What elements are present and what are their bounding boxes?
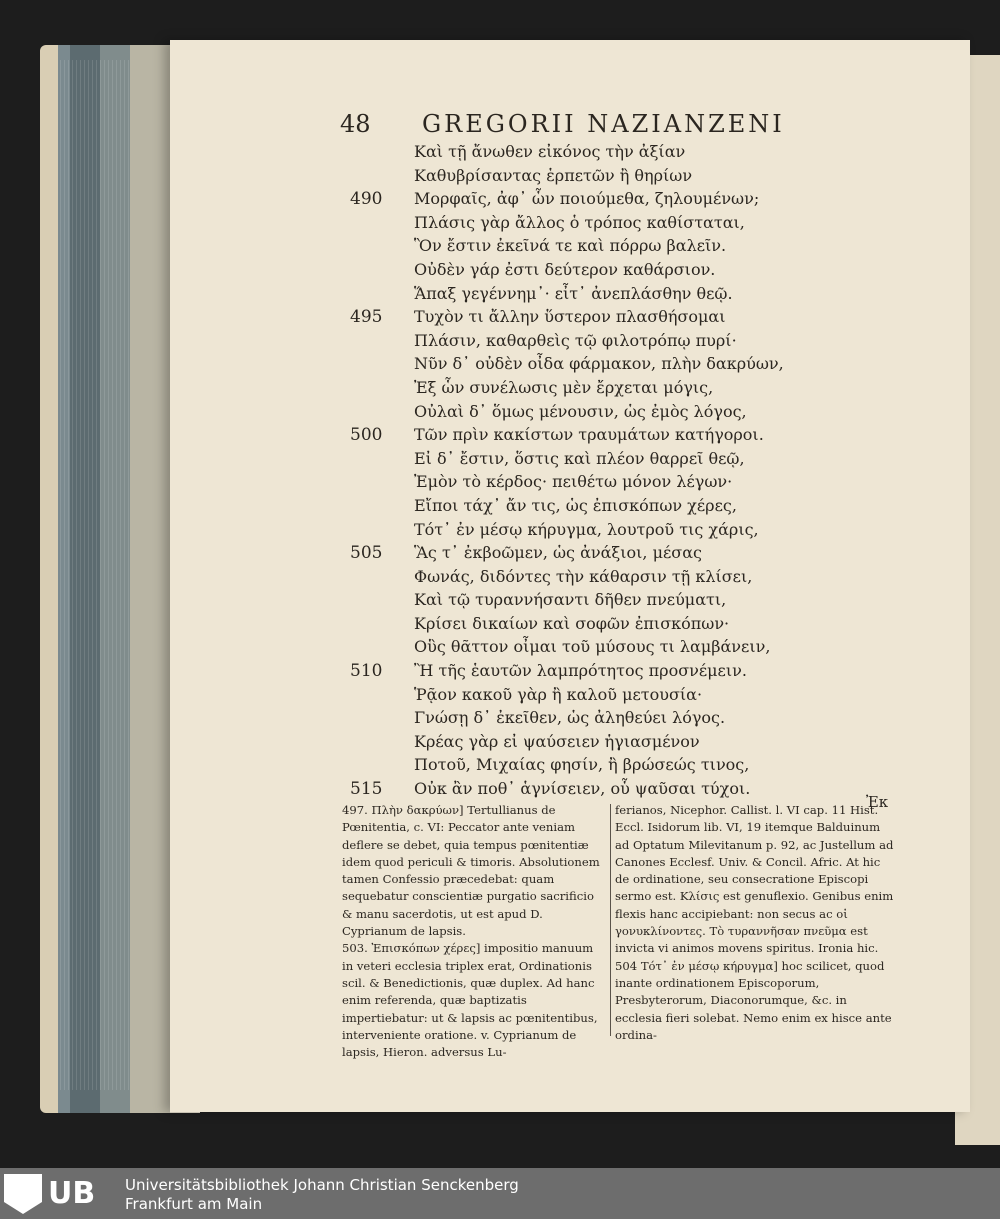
verse-line: [350, 732, 820, 756]
verse-text: Εἴποι τάχ᾽ ἄν τις, ὡς ἐπισκόπων χέρες,: [414, 495, 737, 515]
verse-line: [350, 166, 820, 190]
verse-text: Οὐλαὶ δ᾽ ὅμως μένουσιν, ὡς ἐμὸς λόγος,: [414, 401, 747, 421]
verse-line: [350, 449, 820, 473]
footnotes: [342, 802, 897, 1060]
footnote-paragraph: 497. Πλὴν δακρύων] Tertullianus de Pœnitentia, c. VI: Peccator ante veniam deflere se debet, quia tempus pœnitentiæ idem quod periculi & timoris. Absolutionem tamen Confessio præcedebat: quam sequebatur conscientiæ purgatio sacrificio & manu sacerdotis, ut est apud D. Cyprianum de lapsis.: [342, 803, 600, 939]
verse-text: Ἅπαξ γεγέννημ᾽· εἶτ᾽ ἀνεπλάσθην θεῷ.: [414, 283, 733, 303]
page-number: 48: [340, 110, 371, 138]
verse-line: [350, 236, 820, 260]
verse-line: [350, 779, 820, 803]
library-logo: [4, 1174, 116, 1214]
verse-line: [350, 307, 820, 331]
verse-line: [350, 189, 820, 213]
verse-text: Ἃς τ᾽ ἐκβοῶμεν, ὡς ἀνάξιοι, μέσας: [414, 543, 702, 563]
institution-name: Universitätsbibliothek Johann Christian Senckenberg: [125, 1176, 519, 1194]
verse-line: [350, 755, 820, 779]
verse-line: [350, 496, 820, 520]
verse-line: [350, 637, 820, 661]
verse-text: Νῦν δ᾽ οὐδὲν οἶδα φάρμακον, πλὴν δακρύων,: [414, 354, 784, 374]
verse-text: Οὐδὲν γάρ ἐστι δεύτερον καθάρσιον.: [414, 259, 716, 279]
footnotes-right-column: [615, 802, 897, 1044]
verse-text: Ὃν ἔστιν ἐκεῖνά τε καὶ πόρρω βαλεῖν.: [414, 236, 727, 256]
verse-line: [350, 661, 820, 685]
verse-line: [350, 543, 820, 567]
logo-text: UB: [48, 1176, 96, 1211]
verse-line: [350, 520, 820, 544]
verse-text: Γνώσῃ δ᾽ ἐκεῖθεν, ὡς ἀληθεύει λόγος.: [414, 708, 726, 728]
verse-text: Φωνάς, διδόντες τὴν κάθαρσιν τῇ κλίσει,: [414, 566, 753, 586]
poem-text: [350, 142, 820, 803]
verse-line: [350, 472, 820, 496]
verse-line: [350, 213, 820, 237]
verse-text: Οὓς θᾶττον οἶμαι τοῦ μύσους τι λαμβάνειν,: [414, 637, 771, 657]
verse-line: [350, 284, 820, 308]
verse-line: [350, 378, 820, 402]
verse-line: [350, 567, 820, 591]
verse-text: Μορφαῖς, ἀφ᾽ ὧν ποιούμεθα, ζηλουμένων;: [414, 189, 760, 209]
verse-text: Καὶ τῇ ἄνωθεν εἰκόνος τὴν ἀξίαν: [414, 142, 686, 161]
verse-text: Ἐμὸν τὸ κέρδος· πειθέτω μόνον λέγων·: [414, 472, 733, 492]
verse-line: [350, 331, 820, 355]
verse-number: 500: [350, 425, 383, 446]
footnote-column-divider: [610, 804, 611, 1036]
verse-line: [350, 685, 820, 709]
verse-text: Οὐκ ἂν ποθ᾽ ἁγνίσειεν, οὗ ψαῦσαι τύχοι.: [414, 779, 751, 799]
verse-text: Πλάσιν, καθαρθεὶς τῷ φιλοτρόπῳ πυρί·: [414, 330, 737, 350]
verse-text: Ἢ τῆς ἑαυτῶν λαμπρότητος προσνέμειν.: [414, 661, 747, 681]
footnotes-left-column: [342, 802, 606, 1061]
verse-text: Ποτοῦ, Μιχαίας φησίν, ἢ βρώσεώς τινος,: [414, 755, 750, 775]
verse-number: 510: [350, 661, 383, 682]
verse-number: 515: [350, 779, 383, 800]
verse-number: 490: [350, 189, 383, 210]
verse-line: [350, 590, 820, 614]
verse-text: Ῥᾷον κακοῦ γὰρ ἢ καλοῦ μετουσία·: [414, 684, 703, 704]
catchword: Ἐκ: [866, 793, 889, 811]
verse-text: Καθυβρίσαντας ἑρπετῶν ἢ θηρίων: [414, 165, 693, 185]
footnote-paragraph: 504 Τότ᾽ ἐν μέσῳ κήρυγμα] hoc scilicet, quod inante ordinationem Episcoporum, Presbyterorum, Diaconorumque, &c. in ecclesia fieri solebat. Nemo enim ex hisce ante ordina-: [615, 958, 892, 1042]
verse-text: Κρίσει δικαίων καὶ σοφῶν ἐπισκόπων·: [414, 613, 730, 633]
verse-number: 495: [350, 307, 383, 328]
verse-text: Εἰ δ᾽ ἔστιν, ὅστις καὶ πλέον θαρρεῖ θεῷ,: [414, 448, 745, 468]
verse-text: Πλάσις γὰρ ἄλλος ὁ τρόπος καθίσταται,: [414, 212, 745, 232]
book-page-edge-lines: [60, 60, 130, 1090]
verse-number: 505: [350, 543, 383, 564]
verse-text: Κρέας γὰρ εἰ ψαύσειεν ἡγιασμένον: [414, 731, 700, 751]
verse-line: [350, 708, 820, 732]
verse-line: [350, 614, 820, 638]
running-title: GREGORII NAZIANZENI: [422, 110, 785, 138]
verse-line: [350, 142, 820, 166]
verse-line: [350, 402, 820, 426]
library-footer: [0, 1168, 1000, 1219]
page-header: [340, 110, 840, 144]
verse-line: [350, 260, 820, 284]
verse-text: Τότ᾽ ἐν μέσῳ κήρυγμα, λουτροῦ τις χάρις,: [414, 519, 759, 539]
verse-text: Τυχὸν τι ἄλλην ὕστερον πλασθήσομαι: [414, 307, 726, 327]
footnote-paragraph: 503. Ἐπισκόπων χέρες] impositio manuum in veteri ecclesia triplex erat, Ordinationis scil. & Benedictionis, quæ duplex. Ad hanc enim referenda, quæ baptizatis impertiebatur: ut & lapsis ac pœnitentibus, interveniente oratione. v. Cyprianum de lapsis, Hieron. adversus Lu-: [342, 941, 598, 1060]
footnote-paragraph: ferianos, Nicephor. Callist. l. VI cap. 11 Hist. Eccl. Isidorum lib. VI, 19 itemque Balduinum ad Optatum Milevitanum p. 92, ac Justellum ad Canones Ecclesf. Univ. & Concil. Afric. At hic de ordinatione, seu consecratione Episcopi sermo est. Κλίσις est genuflexio. Genibus enim flexis hanc accipiebant: non secus ac οἱ γονυκλίνοντες. Τὸ τυραννῆσαν πνεῦμα est invicta vi animos movens spiritus. Ironia hic.: [615, 803, 894, 956]
shield-icon: [4, 1174, 42, 1214]
verse-text: Τῶν πρὶν κακίστων τραυμάτων κατήγοροι.: [414, 425, 764, 445]
verse-text: Καὶ τῷ τυραννήσαντι δῆθεν πνεύματι,: [414, 590, 727, 610]
verse-line: [350, 354, 820, 378]
verse-text: Ἐξ ὧν συνέλωσις μὲν ἔρχεται μόγις,: [414, 377, 714, 397]
verse-line: [350, 425, 820, 449]
institution-city: Frankfurt am Main: [125, 1195, 263, 1213]
